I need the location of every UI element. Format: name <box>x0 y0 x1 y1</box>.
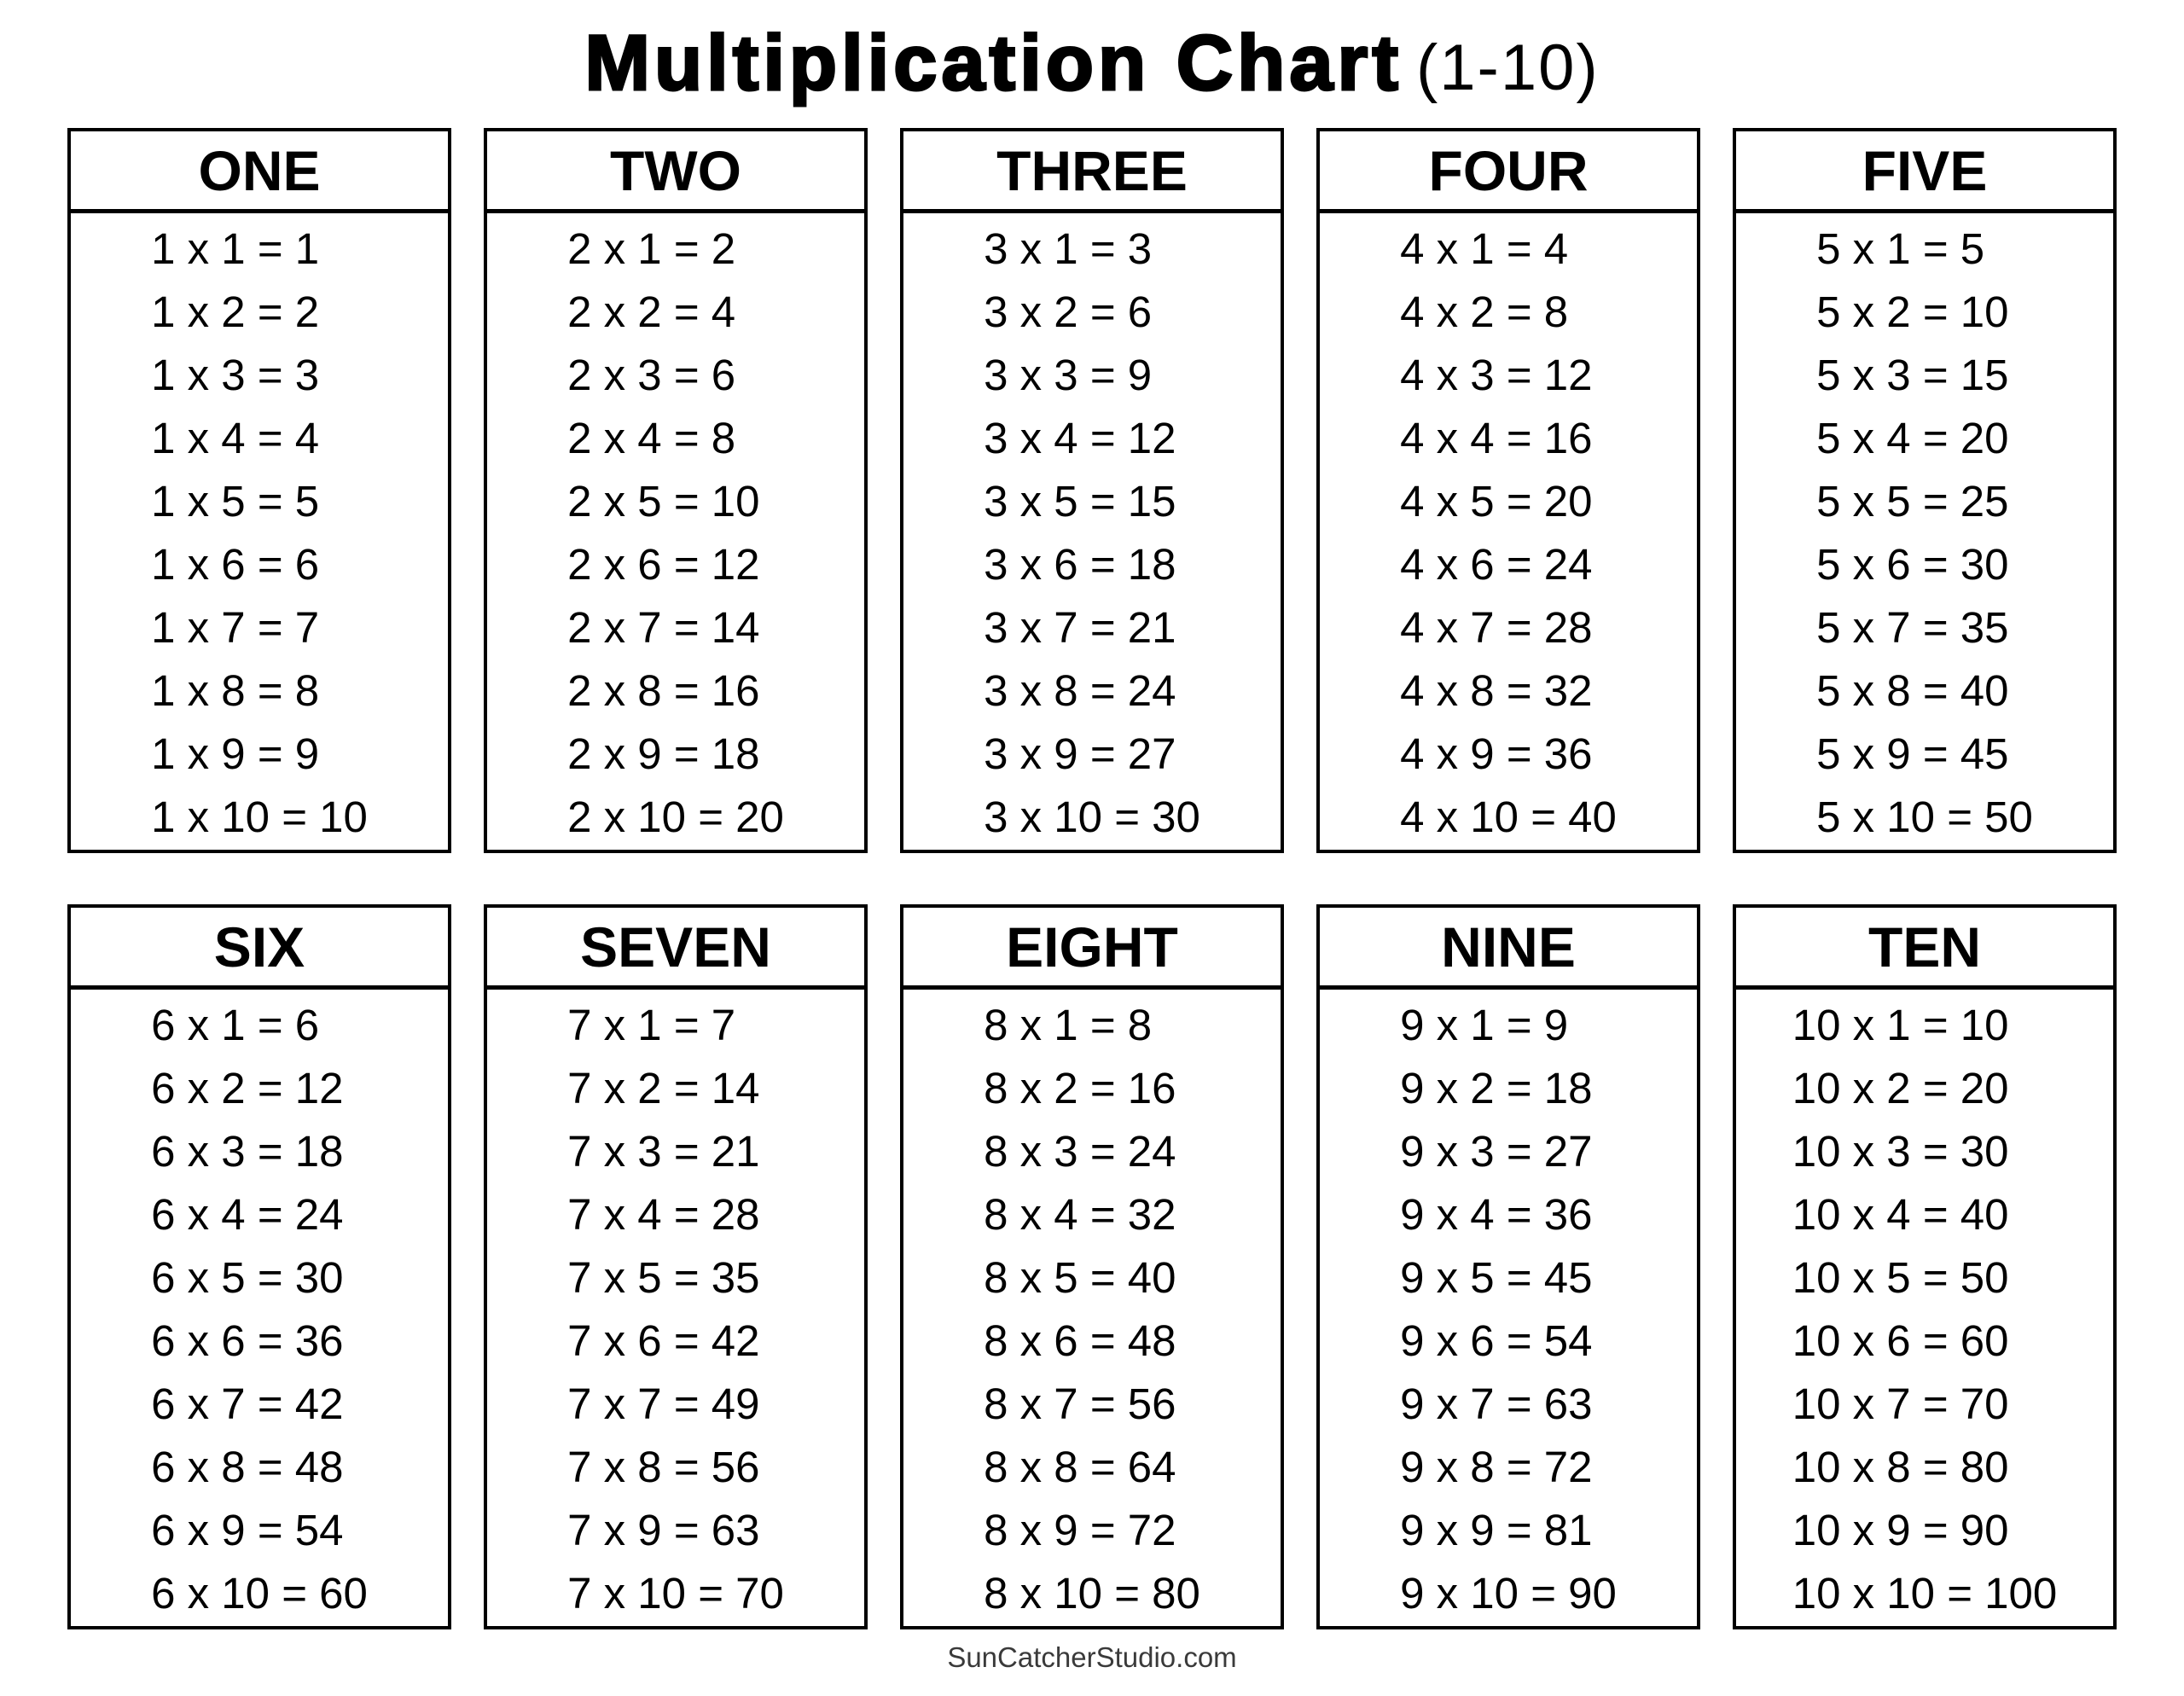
fact-row: 7 x 8 = 56 <box>567 1443 760 1491</box>
multiplication-table-nine <box>1316 904 1700 1629</box>
fact-row: 10 x 10 = 100 <box>1792 1569 2058 1618</box>
fact-row: 3 x 8 = 24 <box>984 666 1176 715</box>
fact-row: 10 x 3 = 30 <box>1792 1127 2009 1176</box>
fact-row: 7 x 9 = 63 <box>567 1506 760 1554</box>
table-body <box>1320 213 1697 850</box>
fact-row: 3 x 6 = 18 <box>984 540 1176 589</box>
title-main-text: Multiplication Chart <box>584 20 1403 107</box>
fact-row: 4 x 9 = 36 <box>1400 729 1593 778</box>
fact-row: 8 x 7 = 56 <box>984 1379 1176 1428</box>
fact-row: 4 x 4 = 16 <box>1400 414 1593 462</box>
table-header: TWO <box>487 131 864 213</box>
table-header: EIGHT <box>903 908 1281 990</box>
fact-row: 5 x 1 = 5 <box>1816 224 1985 273</box>
fact-row: 9 x 4 = 36 <box>1400 1190 1593 1239</box>
fact-row: 4 x 7 = 28 <box>1400 603 1593 652</box>
fact-row: 5 x 10 = 50 <box>1816 793 2033 841</box>
fact-row: 6 x 5 = 30 <box>151 1253 344 1302</box>
fact-row: 3 x 9 = 27 <box>984 729 1176 778</box>
fact-row: 10 x 2 = 20 <box>1792 1064 2009 1112</box>
fact-row: 10 x 4 = 40 <box>1792 1190 2009 1239</box>
fact-row: 10 x 5 = 50 <box>1792 1253 2009 1302</box>
fact-row: 8 x 6 = 48 <box>984 1316 1176 1365</box>
fact-row: 5 x 8 = 40 <box>1816 666 2009 715</box>
table-body <box>71 213 448 850</box>
fact-row: 6 x 2 = 12 <box>151 1064 344 1112</box>
fact-row: 9 x 5 = 45 <box>1400 1253 1593 1302</box>
fact-list <box>567 218 784 849</box>
fact-row: 7 x 2 = 14 <box>567 1064 760 1112</box>
fact-row: 4 x 8 = 32 <box>1400 666 1593 715</box>
fact-row: 2 x 4 = 8 <box>567 414 736 462</box>
table-body <box>1736 990 2113 1626</box>
fact-row: 3 x 3 = 9 <box>984 351 1153 399</box>
tables-row-bottom <box>0 904 2184 1629</box>
fact-row: 2 x 5 = 10 <box>567 477 760 526</box>
page-title <box>0 9 2184 118</box>
table-header: NINE <box>1320 908 1697 990</box>
fact-list <box>984 994 1200 1625</box>
fact-row: 9 x 6 = 54 <box>1400 1316 1593 1365</box>
fact-list <box>984 218 1200 849</box>
fact-row: 2 x 1 = 2 <box>567 224 736 273</box>
fact-row: 4 x 3 = 12 <box>1400 351 1593 399</box>
table-body <box>903 213 1281 850</box>
fact-row: 1 x 1 = 1 <box>151 224 320 273</box>
fact-list <box>1400 218 1617 849</box>
fact-row: 8 x 5 = 40 <box>984 1253 1176 1302</box>
fact-row: 4 x 10 = 40 <box>1400 793 1617 841</box>
fact-row: 7 x 7 = 49 <box>567 1379 760 1428</box>
fact-row: 4 x 5 = 20 <box>1400 477 1593 526</box>
table-header: THREE <box>903 131 1281 213</box>
table-body <box>903 990 1281 1626</box>
fact-row: 1 x 10 = 10 <box>151 793 368 841</box>
fact-row: 1 x 5 = 5 <box>151 477 320 526</box>
fact-row: 8 x 1 = 8 <box>984 1001 1153 1049</box>
fact-row: 7 x 5 = 35 <box>567 1253 760 1302</box>
fact-row: 6 x 6 = 36 <box>151 1316 344 1365</box>
fact-row: 5 x 4 = 20 <box>1816 414 2009 462</box>
fact-row: 8 x 4 = 32 <box>984 1190 1176 1239</box>
fact-row: 9 x 8 = 72 <box>1400 1443 1593 1491</box>
table-header: FOUR <box>1320 131 1697 213</box>
fact-row: 5 x 5 = 25 <box>1816 477 2009 526</box>
fact-list <box>1400 994 1617 1625</box>
fact-row: 6 x 4 = 24 <box>151 1190 344 1239</box>
fact-row: 2 x 2 = 4 <box>567 288 736 336</box>
fact-row: 2 x 8 = 16 <box>567 666 760 715</box>
fact-row: 9 x 1 = 9 <box>1400 1001 1569 1049</box>
table-body <box>487 990 864 1626</box>
fact-row: 5 x 9 = 45 <box>1816 729 2009 778</box>
fact-row: 2 x 7 = 14 <box>567 603 760 652</box>
tables-grid <box>0 128 2184 1629</box>
table-body <box>1320 990 1697 1626</box>
fact-row: 3 x 10 = 30 <box>984 793 1200 841</box>
table-body <box>71 990 448 1626</box>
multiplication-table-two <box>484 128 868 853</box>
fact-row: 10 x 8 = 80 <box>1792 1443 2009 1491</box>
title-suffix-text: (1-10) <box>1415 32 1600 104</box>
fact-row: 5 x 2 = 10 <box>1816 288 2009 336</box>
fact-row: 7 x 4 = 28 <box>567 1190 760 1239</box>
multiplication-table-five <box>1733 128 2117 853</box>
fact-row: 5 x 6 = 30 <box>1816 540 2009 589</box>
fact-row: 3 x 2 = 6 <box>984 288 1153 336</box>
multiplication-table-four <box>1316 128 1700 853</box>
table-header: FIVE <box>1736 131 2113 213</box>
fact-row: 10 x 6 = 60 <box>1792 1316 2009 1365</box>
fact-row: 2 x 3 = 6 <box>567 351 736 399</box>
fact-row: 6 x 1 = 6 <box>151 1001 320 1049</box>
fact-row: 4 x 2 = 8 <box>1400 288 1569 336</box>
fact-row: 4 x 1 = 4 <box>1400 224 1569 273</box>
fact-row: 3 x 7 = 21 <box>984 603 1176 652</box>
fact-row: 1 x 6 = 6 <box>151 540 320 589</box>
fact-row: 9 x 9 = 81 <box>1400 1506 1593 1554</box>
table-header: TEN <box>1736 908 2113 990</box>
fact-row: 9 x 7 = 63 <box>1400 1379 1593 1428</box>
multiplication-table-eight <box>900 904 1284 1629</box>
fact-row: 6 x 10 = 60 <box>151 1569 368 1618</box>
fact-row: 9 x 2 = 18 <box>1400 1064 1593 1112</box>
fact-list <box>1792 994 2058 1625</box>
table-header: SIX <box>71 908 448 990</box>
fact-row: 1 x 4 = 4 <box>151 414 320 462</box>
fact-row: 10 x 7 = 70 <box>1792 1379 2009 1428</box>
fact-row: 5 x 7 = 35 <box>1816 603 2009 652</box>
fact-row: 8 x 2 = 16 <box>984 1064 1176 1112</box>
multiplication-table-seven <box>484 904 868 1629</box>
fact-row: 10 x 9 = 90 <box>1792 1506 2009 1554</box>
fact-row: 6 x 3 = 18 <box>151 1127 344 1176</box>
fact-row: 3 x 5 = 15 <box>984 477 1176 526</box>
fact-row: 9 x 10 = 90 <box>1400 1569 1617 1618</box>
fact-row: 5 x 3 = 15 <box>1816 351 2009 399</box>
footer-credit: SunCatcherStudio.com <box>947 1641 1237 1673</box>
multiplication-table-three <box>900 128 1284 853</box>
fact-row: 2 x 6 = 12 <box>567 540 760 589</box>
fact-row: 8 x 9 = 72 <box>984 1506 1176 1554</box>
fact-row: 3 x 1 = 3 <box>984 224 1153 273</box>
fact-row: 8 x 10 = 80 <box>984 1569 1200 1618</box>
fact-row: 8 x 8 = 64 <box>984 1443 1176 1491</box>
fact-row: 7 x 3 = 21 <box>567 1127 760 1176</box>
fact-row: 6 x 8 = 48 <box>151 1443 344 1491</box>
multiplication-table-six <box>67 904 451 1629</box>
table-header: SEVEN <box>487 908 864 990</box>
fact-row: 10 x 1 = 10 <box>1792 1001 2009 1049</box>
fact-row: 8 x 3 = 24 <box>984 1127 1176 1176</box>
fact-row: 4 x 6 = 24 <box>1400 540 1593 589</box>
fact-row: 7 x 10 = 70 <box>567 1569 784 1618</box>
fact-list <box>1816 218 2033 849</box>
fact-list <box>151 218 368 849</box>
fact-row: 9 x 3 = 27 <box>1400 1127 1593 1176</box>
fact-row: 1 x 2 = 2 <box>151 288 320 336</box>
fact-list <box>151 994 368 1625</box>
fact-row: 1 x 8 = 8 <box>151 666 320 715</box>
fact-row: 3 x 4 = 12 <box>984 414 1176 462</box>
fact-row: 1 x 3 = 3 <box>151 351 320 399</box>
fact-row: 1 x 9 = 9 <box>151 729 320 778</box>
fact-row: 6 x 7 = 42 <box>151 1379 344 1428</box>
fact-row: 6 x 9 = 54 <box>151 1506 344 1554</box>
fact-row: 7 x 6 = 42 <box>567 1316 760 1365</box>
table-body <box>1736 213 2113 850</box>
table-header: ONE <box>71 131 448 213</box>
table-body <box>487 213 864 850</box>
fact-row: 2 x 10 = 20 <box>567 793 784 841</box>
tables-row-top <box>0 128 2184 853</box>
fact-row: 1 x 7 = 7 <box>151 603 320 652</box>
fact-row: 2 x 9 = 18 <box>567 729 760 778</box>
fact-row: 7 x 1 = 7 <box>567 1001 736 1049</box>
multiplication-table-one <box>67 128 451 853</box>
fact-list <box>567 994 784 1625</box>
multiplication-table-ten <box>1733 904 2117 1629</box>
